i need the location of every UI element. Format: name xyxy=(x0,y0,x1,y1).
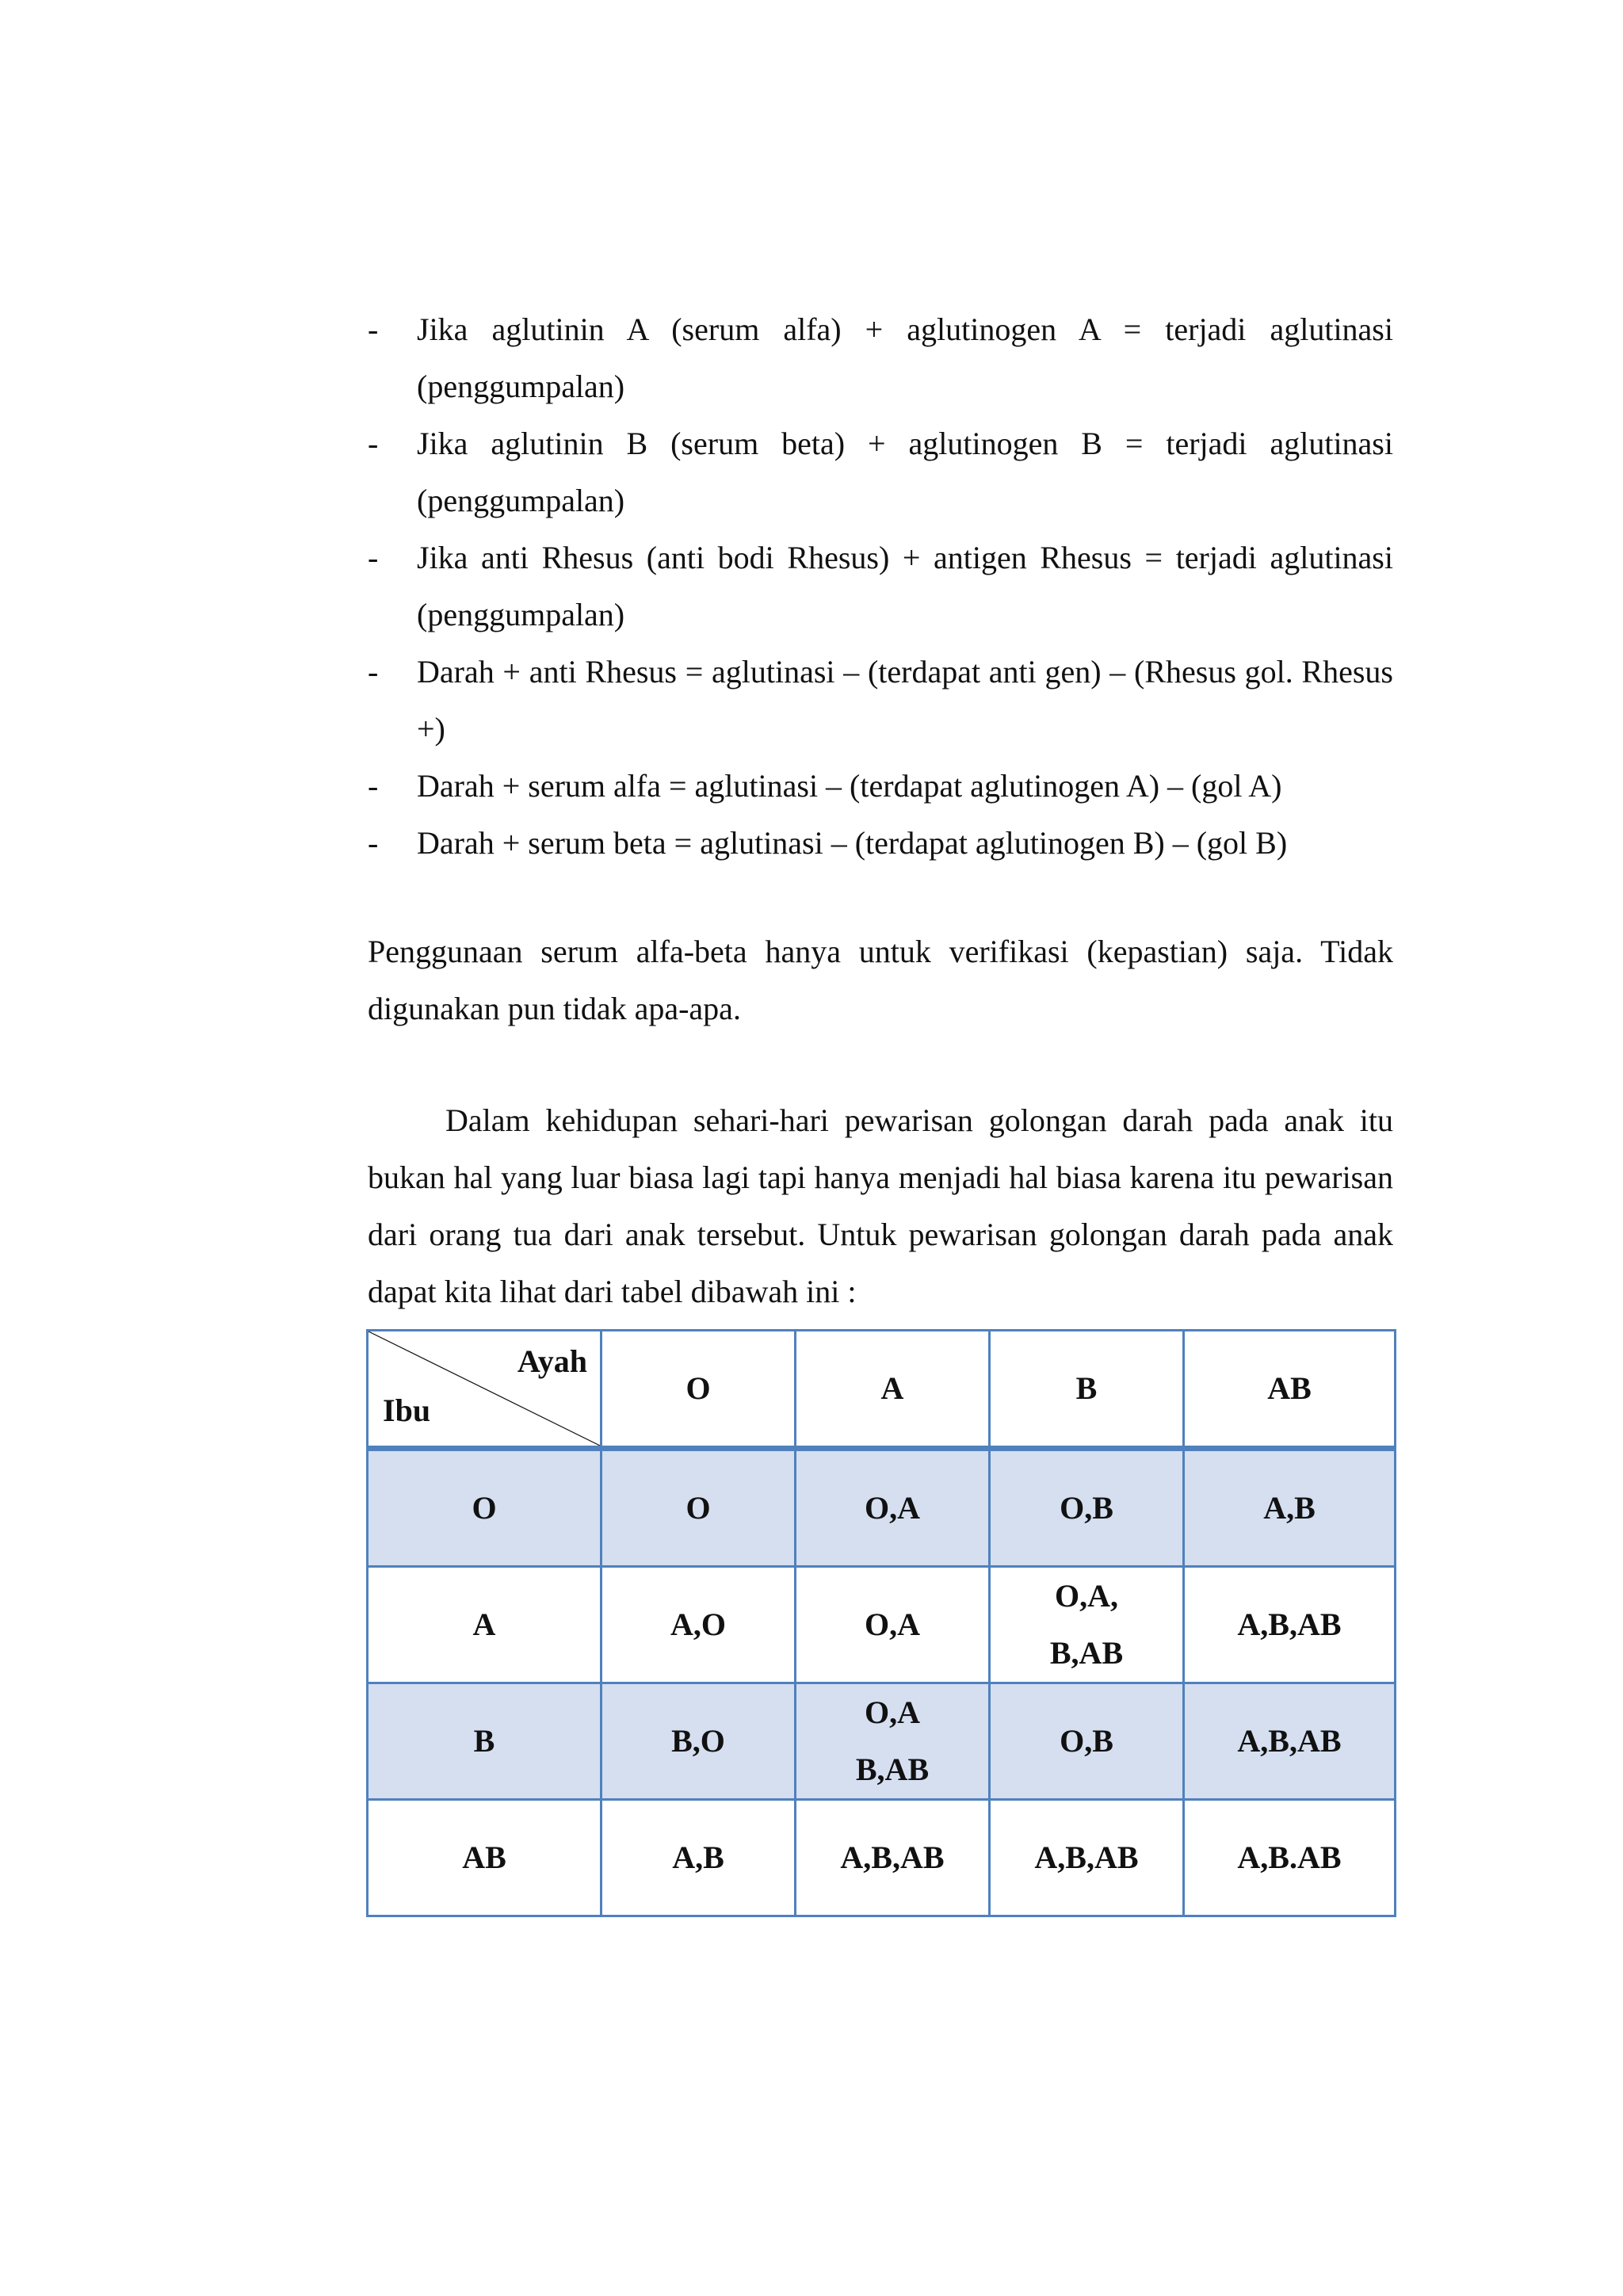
bullet-marker: - xyxy=(368,768,379,804)
table-cell: A,B,AB xyxy=(1184,1683,1396,1800)
bullet-item xyxy=(368,644,1393,758)
table-cell: A,B,AB xyxy=(796,1800,990,1916)
table-cell: O xyxy=(601,1449,796,1567)
table-corner-cell xyxy=(368,1331,601,1449)
column-header: O xyxy=(601,1331,796,1449)
bullet-marker: - xyxy=(368,540,379,575)
bullet-text: Darah + serum beta = aglutinasi – (terdapat aglutinogen B) – (gol B) xyxy=(417,825,1288,861)
bullet-item xyxy=(368,815,1393,872)
paragraph-serum-verification: Penggunaan serum alfa-beta hanya untuk verifikasi (kepastian) saja. Tidak digunakan pun tidak apa-apa. xyxy=(368,934,1393,1026)
bullet-item xyxy=(368,301,1393,415)
table-cell: O,A B,AB xyxy=(796,1683,990,1800)
bullet-marker: - xyxy=(368,825,379,861)
table-cell: A,B xyxy=(1184,1449,1396,1567)
bullet-text: Jika aglutinin B (serum beta) + aglutinogen B = terjadi aglutinasi (penggumpalan) xyxy=(417,426,1393,518)
row-header: A xyxy=(368,1567,601,1683)
table-cell: O,A xyxy=(796,1567,990,1683)
table-row xyxy=(368,1683,1396,1800)
table-cell: A,B,AB xyxy=(1184,1567,1396,1683)
bullet-marker: - xyxy=(368,426,379,461)
table-cell: O,B xyxy=(990,1449,1184,1567)
table-cell: A,B,AB xyxy=(990,1800,1184,1916)
paragraph-inheritance-intro: Dalam kehidupan sehari-hari pewarisan golongan darah pada anak itu bukan hal yang luar biasa lagi tapi hanya menjadi hal biasa karena itu pewarisan dari orang tua dari anak tersebut. Untuk pewarisan golongan darah pada anak dapat kita lihat dari tabel dibawah ini : xyxy=(368,1102,1393,1309)
column-header: A xyxy=(796,1331,990,1449)
table-cell: O,B xyxy=(990,1683,1184,1800)
row-header: AB xyxy=(368,1800,601,1916)
bullet-marker: - xyxy=(368,311,379,347)
table-cell: B,O xyxy=(601,1683,796,1800)
bullet-text: Jika aglutinin A (serum alfa) + aglutinogen A = terjadi aglutinasi (penggumpalan) xyxy=(417,311,1393,404)
table-row xyxy=(368,1567,1396,1683)
bullet-list xyxy=(368,301,1393,872)
corner-mother-label: Ibu xyxy=(383,1392,431,1428)
table-cell: A,B.AB xyxy=(1184,1800,1396,1916)
blood-type-inheritance-table xyxy=(366,1329,1396,1917)
table-cell: O,A xyxy=(796,1449,990,1567)
table-header-row xyxy=(368,1331,1396,1449)
row-header: B xyxy=(368,1683,601,1800)
table-row xyxy=(368,1449,1396,1567)
column-header: B xyxy=(990,1331,1184,1449)
bullet-text: Darah + anti Rhesus = aglutinasi – (terdapat anti gen) – (Rhesus gol. Rhesus +) xyxy=(417,654,1393,747)
table-cell: O,A, B,AB xyxy=(990,1567,1184,1683)
table-cell: A,B xyxy=(601,1800,796,1916)
bullet-text: Darah + serum alfa = aglutinasi – (terdapat aglutinogen A) – (gol A) xyxy=(417,768,1282,804)
bullet-marker: - xyxy=(368,654,379,690)
bullet-item xyxy=(368,529,1393,644)
row-header: O xyxy=(368,1449,601,1567)
bullet-item xyxy=(368,758,1393,815)
bullet-item xyxy=(368,415,1393,529)
table-cell: A,O xyxy=(601,1567,796,1683)
column-header: AB xyxy=(1184,1331,1396,1449)
table-row xyxy=(368,1800,1396,1916)
bullet-text: Jika anti Rhesus (anti bodi Rhesus) + antigen Rhesus = terjadi aglutinasi (penggumpalan) xyxy=(417,540,1393,632)
corner-father-label: Ayah xyxy=(517,1343,587,1379)
